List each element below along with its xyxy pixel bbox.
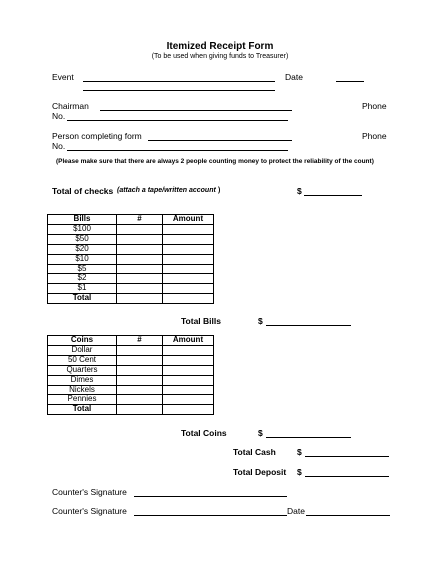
bill-count-cell[interactable] — [117, 234, 163, 244]
counter-signature-field-2[interactable] — [134, 515, 287, 516]
total-cash-dollar-sign: $ — [297, 447, 302, 457]
bill-amount-cell[interactable] — [163, 244, 214, 254]
coin-count-cell[interactable] — [117, 355, 163, 365]
coins-header-coins: Coins — [48, 336, 117, 346]
chairman-field[interactable] — [100, 110, 292, 111]
bills-total-amount-cell[interactable] — [163, 294, 214, 304]
coin-count-cell[interactable] — [117, 385, 163, 395]
total-cash-label: Total Cash — [233, 447, 276, 457]
coin-denomination: Dollar — [48, 345, 117, 355]
total-deposit-label: Total Deposit — [233, 467, 287, 477]
total-deposit-field[interactable] — [305, 476, 389, 477]
coins-total-count-cell[interactable] — [117, 405, 163, 415]
table-row — [48, 375, 214, 385]
total-checks-note: (attach a tape/written account — [117, 187, 216, 194]
total-bills-dollar-sign: $ — [258, 316, 263, 326]
table-row — [48, 385, 214, 395]
bills-total-row — [48, 294, 214, 304]
counter-signature-field-1[interactable] — [134, 496, 287, 497]
signature-date-label: Date — [287, 506, 305, 516]
bill-denomination: $50 — [48, 234, 117, 244]
coin-amount-cell[interactable] — [163, 365, 214, 375]
table-row — [48, 345, 214, 355]
total-coins-field[interactable] — [266, 437, 351, 438]
bill-amount-cell[interactable] — [163, 274, 214, 284]
event-label: Event — [52, 72, 74, 82]
bill-count-cell[interactable] — [117, 274, 163, 284]
bill-amount-cell[interactable] — [163, 284, 214, 294]
total-deposit-dollar-sign: $ — [297, 467, 302, 477]
person-no-field[interactable] — [67, 150, 288, 151]
chairman-no-field[interactable] — [67, 120, 288, 121]
coin-denomination: Dimes — [48, 375, 117, 385]
form-title: Itemized Receipt Form — [166, 41, 274, 52]
bill-amount-cell[interactable] — [163, 254, 214, 264]
event-field-line2[interactable] — [83, 90, 275, 91]
signature-date-field[interactable] — [306, 515, 390, 516]
bills-table — [47, 214, 214, 304]
bill-count-cell[interactable] — [117, 244, 163, 254]
table-row — [48, 234, 214, 244]
bills-header-amount: Amount — [163, 215, 214, 225]
coin-denomination: Pennies — [48, 395, 117, 405]
table-row — [48, 224, 214, 234]
total-checks-label: Total of checks — [52, 186, 114, 196]
coin-count-cell[interactable] — [117, 345, 163, 355]
total-checks-field[interactable] — [304, 195, 362, 196]
coin-denomination: Nickels — [48, 385, 117, 395]
total-cash-field[interactable] — [305, 456, 389, 457]
bill-denomination: $5 — [48, 264, 117, 274]
table-row — [48, 365, 214, 375]
bill-denomination: $2 — [48, 274, 117, 284]
total-bills-field[interactable] — [266, 325, 351, 326]
total-checks-dollar-sign: $ — [297, 186, 302, 196]
table-row — [48, 254, 214, 264]
coins-table — [47, 335, 214, 415]
bills-total-label: Total — [48, 294, 117, 304]
bill-count-cell[interactable] — [117, 224, 163, 234]
coins-header-row — [48, 336, 214, 346]
bills-header-row — [48, 215, 214, 225]
bills-total-count-cell[interactable] — [117, 294, 163, 304]
date-field[interactable] — [336, 81, 364, 82]
total-checks-note-close: ) — [218, 187, 221, 194]
coin-amount-cell[interactable] — [163, 355, 214, 365]
table-row — [48, 395, 214, 405]
person-phone-label: Phone — [362, 131, 387, 141]
date-label: Date — [285, 72, 303, 82]
bill-count-cell[interactable] — [117, 264, 163, 274]
bills-header-count: # — [117, 215, 163, 225]
bill-amount-cell[interactable] — [163, 234, 214, 244]
coins-header-count: # — [117, 336, 163, 346]
chairman-label: Chairman — [52, 101, 89, 111]
coin-count-cell[interactable] — [117, 375, 163, 385]
chairman-phone-label: Phone — [362, 101, 387, 111]
event-field[interactable] — [83, 81, 275, 82]
table-row — [48, 264, 214, 274]
total-coins-label: Total Coins — [181, 428, 227, 438]
bill-denomination: $100 — [48, 224, 117, 234]
person-completing-label: Person completing form — [52, 131, 142, 141]
total-coins-dollar-sign: $ — [258, 428, 263, 438]
total-bills-label: Total Bills — [181, 316, 221, 326]
coin-count-cell[interactable] — [117, 395, 163, 405]
coin-amount-cell[interactable] — [163, 395, 214, 405]
person-no-label: No. — [52, 141, 66, 151]
table-row — [48, 355, 214, 365]
coins-header-amount: Amount — [163, 336, 214, 346]
chairman-no-label: No. — [52, 111, 66, 121]
bill-denomination: $1 — [48, 284, 117, 294]
person-completing-field[interactable] — [148, 140, 292, 141]
coins-total-row — [48, 405, 214, 415]
coin-count-cell[interactable] — [117, 365, 163, 375]
counter-signature-label-2: Counter's Signature — [52, 506, 127, 516]
bill-denomination: $10 — [48, 254, 117, 264]
coin-denomination: 50 Cent — [48, 355, 117, 365]
bill-amount-cell[interactable] — [163, 224, 214, 234]
bill-denomination: $20 — [48, 244, 117, 254]
table-row — [48, 244, 214, 254]
bill-amount-cell[interactable] — [163, 264, 214, 274]
counter-signature-label-1: Counter's Signature — [52, 487, 127, 497]
counting-note: (Please make sure that there are always 2 people counting money to protect the reliability of the count) — [56, 158, 374, 165]
form-subtitle: (To be used when giving funds to Treasurer) — [151, 53, 289, 60]
coins-total-label: Total — [48, 405, 117, 415]
bill-count-cell[interactable] — [117, 254, 163, 264]
coin-denomination: Quarters — [48, 365, 117, 375]
coin-amount-cell[interactable] — [163, 375, 214, 385]
table-row — [48, 284, 214, 294]
coin-amount-cell[interactable] — [163, 345, 214, 355]
coin-amount-cell[interactable] — [163, 385, 214, 395]
bill-count-cell[interactable] — [117, 284, 163, 294]
bills-header-bills: Bills — [48, 215, 117, 225]
coins-total-amount-cell[interactable] — [163, 405, 214, 415]
table-row — [48, 274, 214, 284]
